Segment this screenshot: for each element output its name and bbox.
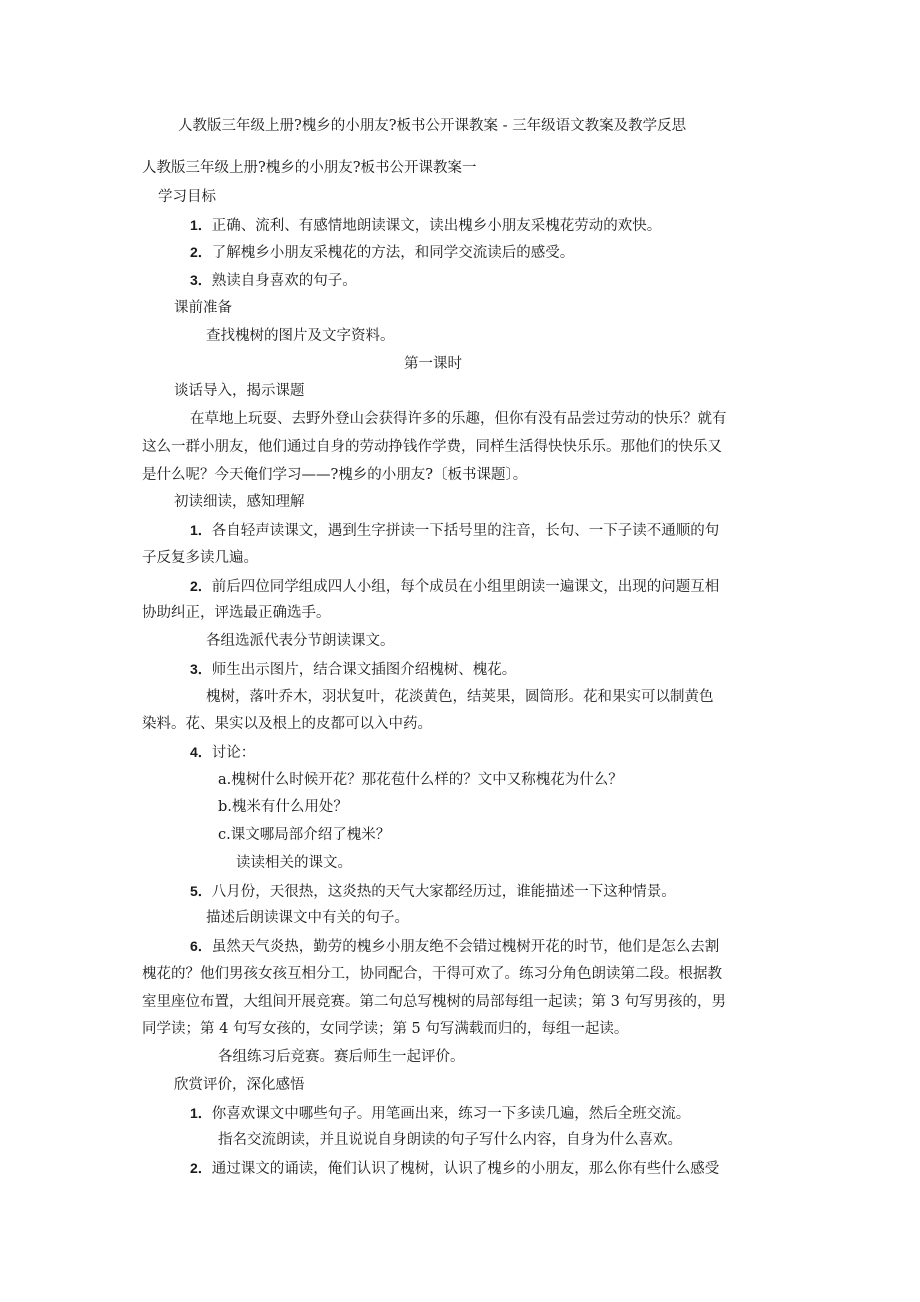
list-number: 1． — [190, 1105, 212, 1121]
paragraph-line: 槐花的？他们男孩女孩互相分工，协同配合，干得可欢了。练习分角色朗读第二段。根据教 — [142, 966, 722, 982]
paragraph-line: 槐树，落叶乔木，羽状复叶，花淡黄色，结荚果，圆筒形。花和果实可以制黄色 — [206, 689, 714, 705]
document-title: 人教版三年级上册?槐乡的小朋友?板书公开课教案 - 三年级语文教案及教学反思 — [178, 118, 687, 134]
paragraph-line: 是什么呢？今天俺们学习——?槐乡的小朋友?〔板书课题〕。 — [142, 467, 528, 483]
prep-heading: 课前准备 — [174, 300, 232, 316]
discussion-a: a.槐树什么时候开花？那花苞什么样的？文中又称槐花为什么？ — [218, 772, 623, 788]
paragraph-line: 协助纠正，评选最正确选手。 — [142, 605, 331, 621]
document-subtitle: 人教版三年级上册?槐乡的小朋友?板书公开课教案一 — [142, 160, 477, 176]
goal-text: 了解槐乡小朋友采槐花的方法，和同学交流读后的感受。 — [211, 245, 575, 261]
paragraph-line: 各组练习后竞赛。赛后师生一起评价。 — [218, 1049, 465, 1065]
goal-text: 熟读自身喜欢的句子。 — [211, 273, 357, 289]
list-number: 6． — [190, 938, 212, 954]
read-text: 师生出示图片，结合课文插图介绍槐树、槐花。 — [211, 662, 517, 678]
list-number: 2． — [190, 244, 212, 260]
read-item-2 — [190, 576, 719, 597]
intro-heading: 谈话导入，揭示课题 — [174, 383, 305, 399]
list-number: 1． — [190, 522, 212, 538]
paragraph-line: 各组选派代表分节朗读课文。 — [206, 633, 395, 649]
paragraph-line: 指名交流朗读，并且说说自身朗读的句子写什么内容，自身为什么喜欢。 — [218, 1132, 682, 1148]
read-item-1 — [190, 520, 719, 541]
enjoy-text: 通过课文的诵读，俺们认识了槐树，认识了槐乡的小朋友，那么你有些什么感受 — [211, 1161, 720, 1177]
paragraph-line: 室里座位布置，大组间开展竞赛。第二句总写槐树的局部每组一起读；第 3 句写男孩的，男 — [142, 994, 726, 1010]
list-number: 3． — [190, 272, 212, 288]
read-text: 八月份，天很热，这炎热的天气大家都经历过，谁能描述一下这种情景。 — [211, 884, 676, 900]
read-text: 虽然天气炎热，勤劳的槐乡小朋友绝不会错过槐树开花的时节，他们是怎么去割 — [211, 939, 720, 955]
list-number: 4． — [190, 744, 212, 760]
goal-item-3 — [190, 270, 357, 291]
goal-text: 正确、流利、有感情地朗读课文，读出槐乡小朋友采槐花劳动的欢快。 — [211, 218, 662, 234]
prep-text: 查找槐树的图片及文字资料。 — [206, 328, 395, 344]
list-number: 2． — [190, 1160, 212, 1176]
enjoy-item-1 — [190, 1103, 690, 1124]
read-item-4 — [190, 742, 255, 763]
list-number: 3． — [190, 661, 212, 677]
paragraph-line: 染料。花、果实以及根上的皮都可以入中药。 — [142, 716, 432, 732]
list-number: 5． — [190, 883, 212, 899]
read-text: 前后四位同学组成四人小组，每个成员在小组里朗读一遍课文，出现的问题互相 — [211, 579, 720, 595]
list-number: 1． — [190, 217, 212, 233]
read-text: 各自轻声读课文，遇到生字拼读一下括号里的注音，长句、一下子读不通顺的句 — [211, 523, 720, 539]
paragraph-line: 子反复多读几遍。 — [142, 550, 258, 566]
discussion-c: c.课文哪局部介绍了槐米？ — [218, 827, 391, 843]
goals-heading: 学习目标 — [158, 189, 216, 205]
goal-item-1 — [190, 215, 661, 236]
enjoy-heading: 欣赏评价，深化感悟 — [174, 1077, 305, 1093]
read-item-3 — [190, 659, 516, 680]
goal-item-2 — [190, 242, 574, 263]
paragraph-line: 描述后朗读课文中有关的句子。 — [206, 910, 409, 926]
lesson-heading: 第一课时 — [404, 356, 462, 372]
discussion-b: b.槐米有什么用处？ — [218, 799, 348, 815]
paragraph-line: 同学读；第 4 句写女孩的，女同学读；第 5 句写满载而归的，每组一起读。 — [142, 1021, 629, 1037]
paragraph-line: 这么一群小朋友，他们通过自身的劳动挣钱作学费，同样生活得快快乐乐。那他们的快乐又 — [142, 439, 722, 455]
enjoy-item-2 — [190, 1158, 719, 1179]
read-heading: 初读细读，感知理解 — [174, 494, 305, 510]
enjoy-text: 你喜欢课文中哪些句子。用笔画出来，练习一下多读几遍，然后全班交流。 — [211, 1106, 691, 1122]
list-number: 2． — [190, 578, 212, 594]
paragraph-line: 读读相关的课文。 — [236, 855, 352, 871]
paragraph-line: 在草地上玩耍、去野外登山会获得许多的乐趣，但你有没有品尝过劳动的快乐？就有 — [190, 411, 727, 427]
read-text: 讨论： — [211, 745, 256, 761]
read-item-5 — [190, 881, 676, 902]
read-item-6 — [190, 936, 719, 957]
